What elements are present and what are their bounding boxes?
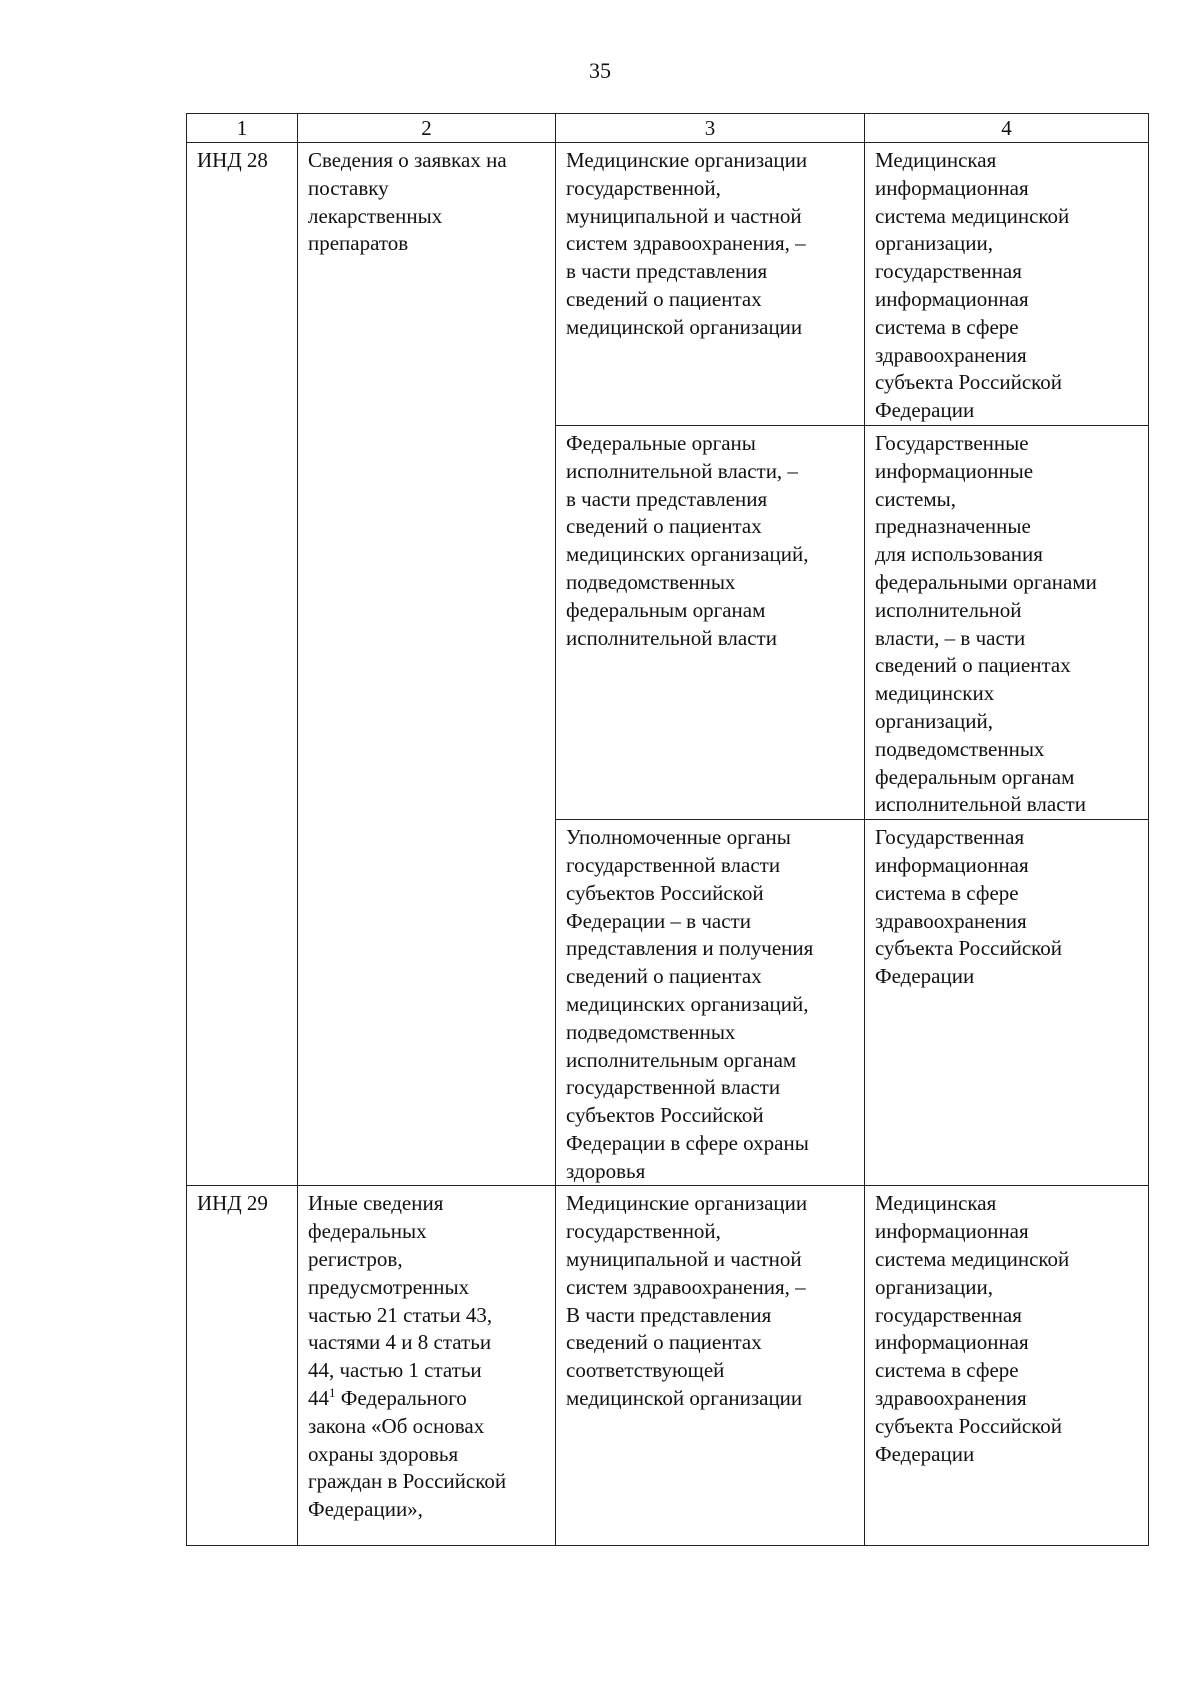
page-number: 35 xyxy=(589,58,611,83)
description-part-2: Федерального закона «Об основах охраны здоровья граждан в Российской Федерации», xyxy=(308,1386,507,1522)
row-id-ind29 xyxy=(187,1186,298,1546)
row-description-text: Сведения о заявках на поставку лекарственных препаратов xyxy=(308,148,507,256)
providers-cell xyxy=(556,425,865,819)
column-header-3: 3 xyxy=(556,114,865,143)
row-id-text: ИНД 28 xyxy=(197,148,268,172)
systems-text: Медицинская информационная система медицинской организации, государственная информационная система в сфере здравоохранения субъекта Российской Федерации xyxy=(875,148,1070,423)
table-row xyxy=(187,1186,1149,1546)
systems-cell xyxy=(865,425,1149,819)
row-description-ind29 xyxy=(298,1186,556,1546)
column-header-4: 4 xyxy=(865,114,1149,143)
providers-text: Медицинские организации государственной, муниципальной и частной систем здравоохранения, – В части представления сведений о пациентах соответствующей медицинской организации xyxy=(566,1191,808,1411)
footnote-superscript: 1 xyxy=(329,1385,336,1401)
providers-cell xyxy=(556,820,865,1186)
systems-text: Медицинская информационная система медицинской организации, государственная информационная система в сфере здравоохранения субъекта Российской Федерации xyxy=(875,1191,1070,1466)
systems-cell xyxy=(865,820,1149,1186)
row-id-text: ИНД 29 xyxy=(197,1191,268,1216)
systems-cell xyxy=(865,143,1149,426)
row-description-text xyxy=(308,1190,547,1524)
row-id-ind28 xyxy=(187,143,298,1186)
providers-text: Медицинские организации государственной, муниципальной и частной систем здравоохранения, – в части представления сведений о пациентах медицинской организации xyxy=(566,148,808,339)
data-table xyxy=(186,113,1149,1546)
column-header-1: 1 xyxy=(187,114,298,143)
systems-cell xyxy=(865,1186,1149,1546)
description-part-1: Иные сведения федеральных регистров, предусмотренных частью 21 статьи 43, частями 4 и 8 статьи 44, частью 1 статьи 44 xyxy=(308,1191,493,1411)
column-header-2: 2 xyxy=(298,114,556,143)
providers-cell xyxy=(556,143,865,426)
systems-text: Государственные информационные системы, предназначенные для использования федеральными органами исполнительной власти, – в части сведений о пациентах медицинских организаций, подведомственных федеральным органам исполнительной власти xyxy=(875,430,1097,817)
providers-cell xyxy=(556,1186,865,1546)
table-row xyxy=(187,143,1149,426)
systems-text: Государственная информационная система в сфере здравоохранения субъекта Российской Федерации xyxy=(875,825,1063,989)
providers-text: Федеральные органы исполнительной власти, – в части представления сведений о пациентах медицинских организаций, подведомственных федеральным органам исполнительной власти xyxy=(566,430,809,650)
row-description-ind28 xyxy=(298,143,556,1186)
table-header-row xyxy=(187,114,1149,143)
providers-text: Уполномоченные органы государственной власти субъектов Российской Федерации – в части представления и получения сведений о пациентах медицинских организаций, подведомственных исполнительным органам государственной власти субъектов Российской Федерации в сфере охраны здоровья xyxy=(566,825,814,1183)
